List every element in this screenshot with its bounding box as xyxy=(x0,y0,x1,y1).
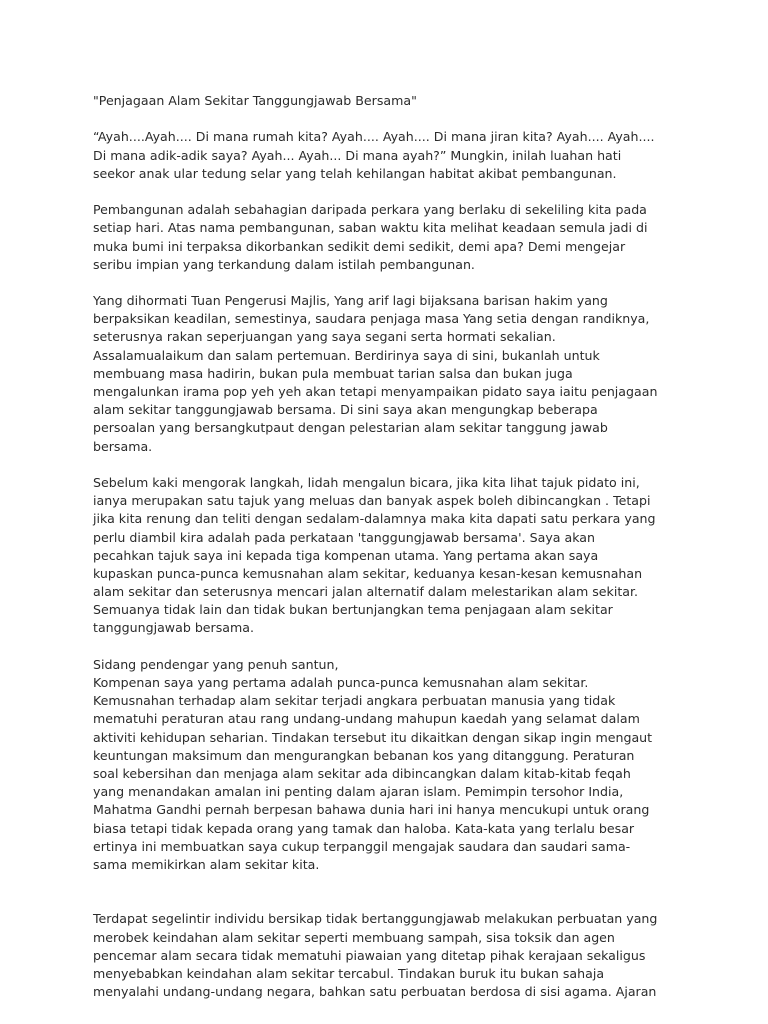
text-line: Terdapat segelintir individu bersikap tidak bertanggungjawab melakukan perbuatan yang xyxy=(93,911,658,927)
text-line: keuntungan maksimum dan mengurangkan bebanan kos yang ditanggung. Peraturan xyxy=(93,747,635,763)
text-line: mematuhi peraturan atau rang undang-undang mahupun kaedah yang selamat dalam xyxy=(93,711,640,727)
text-line: biasa tetapi tidak kepada orang yang tamak dan haloba. Kata-kata yang terlalu besar xyxy=(93,820,635,836)
text-line: “Ayah....Ayah.... Di mana rumah kita? Ayah.... Ayah.... Di mana jiran kita? Ayah.... Ayah.... xyxy=(93,129,655,145)
text-line: membuang masa hadirin, bukan pula membuat tarian salsa dan bukan juga xyxy=(93,365,573,381)
text-line: Pembangunan adalah sebahagian daripada perkara yang berlaku di sekeliling kita pada xyxy=(93,202,647,218)
paragraph-4 xyxy=(93,474,693,638)
text-line: merobek keindahan alam sekitar seperti membuang sampah, sisa toksik dan agen xyxy=(93,929,615,945)
paragraph-1 xyxy=(93,128,693,183)
paragraph-5 xyxy=(93,656,693,874)
document-title: "Penjagaan Alam Sekitar Tanggungjawab Bersama" xyxy=(93,93,417,108)
text-line: seribu impian yang terkandung dalam istilah pembangunan. xyxy=(93,256,475,272)
paragraph-spacer xyxy=(93,183,693,201)
text-line: Sidang pendengar yang penuh santun, xyxy=(93,656,339,672)
text-line: pecahkan tajuk saya ini kepada tiga kompenan utama. Yang pertama akan saya xyxy=(93,547,599,563)
text-line: seterusnya rakan seperjuangan yang saya segani serta hormati sekalian. xyxy=(93,329,556,345)
text-line: yang menandakan amalan ini penting dalam ajaran islam. Pemimpin tersohor India, xyxy=(93,784,624,800)
text-line: alam sekitar dan seterusnya mencari jalan alternatif dalam melestarikan alam sekitar. xyxy=(93,584,638,600)
text-line: menyalahi undang-undang negara, bahkan satu perbuatan berdosa di sisi agama. Ajaran xyxy=(93,984,657,1000)
text-line: berpaksikan keadilan, semestinya, saudara penjaga masa Yang setia dengan randiknya, xyxy=(93,311,650,327)
text-line: Sebelum kaki mengorak langkah, lidah mengalun bicara, jika kita lihat tajuk pidato ini, xyxy=(93,474,640,490)
text-line: mengalunkan irama pop yeh yeh akan tetapi menyampaikan pidato saya iaitu penjagaan xyxy=(93,384,658,399)
document-body xyxy=(93,92,693,1001)
text-line: setiap hari. Atas nama pembangunan, saban waktu kita melihat keadaan semula jadi di xyxy=(93,220,648,236)
text-line: kupaskan punca-punca kemusnahan alam sekitar, keduanya kesan-kesan kemusnahan xyxy=(93,565,643,581)
text-line: perlu diambil kira adalah pada perkataan 'tanggungjawab bersama'. Saya akan xyxy=(93,529,595,545)
text-line: tanggungjawab bersama. xyxy=(93,620,255,636)
text-line: ertinya ini membuatkan saya cukup terpanggil mengajak saudara dan saudari sama- xyxy=(93,838,631,854)
text-line: bersama. xyxy=(93,438,153,454)
text-line: Yang dihormati Tuan Pengerusi Majlis, Yang arif lagi bijaksana barisan hakim yang xyxy=(93,293,608,309)
text-line: menyebabkan keindahan alam sekitar tercabul. Tindakan buruk itu bukan sahaja xyxy=(93,966,605,982)
paragraph-6 xyxy=(93,910,693,1001)
text-line: Semuanya tidak lain dan tidak bukan bertunjangkan tema penjagaan alam sekitar xyxy=(93,602,613,618)
paragraph-3 xyxy=(93,292,693,456)
paragraph-spacer xyxy=(93,274,693,292)
text-line: sama memikirkan alam sekitar kita. xyxy=(93,856,320,872)
text-line: Kemusnahan terhadap alam sekitar terjadi angkara perbuatan manusia yang tidak xyxy=(93,693,616,709)
text-line: pencemar alam secara tidak mematuhi piawaian yang ditetap pihak kerajaan sekaligus xyxy=(93,947,646,963)
text-line: seekor anak ular tedung selar yang telah kehilangan habitat akibat pembangunan. xyxy=(93,165,617,181)
paragraph-spacer xyxy=(93,110,693,128)
paragraph-spacer xyxy=(93,638,693,656)
text-line: persoalan yang bersangkutpaut dengan pelestarian alam sekitar tanggung jawab xyxy=(93,420,608,436)
paragraph-spacer xyxy=(93,874,693,910)
text-line: Assalamualaikum dan salam pertemuan. Berdirinya saya di sini, bukanlah untuk xyxy=(93,347,600,363)
text-line: aktiviti kehidupan seharian. Tindakan tersebut itu dikaitkan dengan sikap ingin mengaut xyxy=(93,729,653,745)
text-line: Di mana adik-adik saya? Ayah... Ayah... Di mana ayah?” Mungkin, inilah luahan hati xyxy=(93,147,622,163)
text-line: jika kita renung dan teliti dengan sedalam-dalamnya maka kita dapati satu perkara yang xyxy=(93,511,656,527)
text-line: ianya merupakan satu tajuk yang meluas dan banyak aspek boleh dibincangkan . Tetapi xyxy=(93,493,651,509)
text-line: soal kebersihan dan menjaga alam sekitar ada dibincangkan dalam kitab-kitab feqah xyxy=(93,765,631,781)
text-line: Mahatma Gandhi pernah berpesan bahawa dunia hari ini hanya mencukupi untuk orang xyxy=(93,802,650,818)
text-line: alam sekitar tanggungjawab bersama. Di sini saya akan mengungkap beberapa xyxy=(93,402,598,418)
paragraph-spacer xyxy=(93,456,693,474)
text-line: muka bumi ini terpaksa dikorbankan sedikit demi sedikit, demi apa? Demi mengejar xyxy=(93,238,626,254)
paragraph-2 xyxy=(93,201,693,274)
text-line: Kompenan saya yang pertama adalah punca-punca kemusnahan alam sekitar. xyxy=(93,675,589,690)
